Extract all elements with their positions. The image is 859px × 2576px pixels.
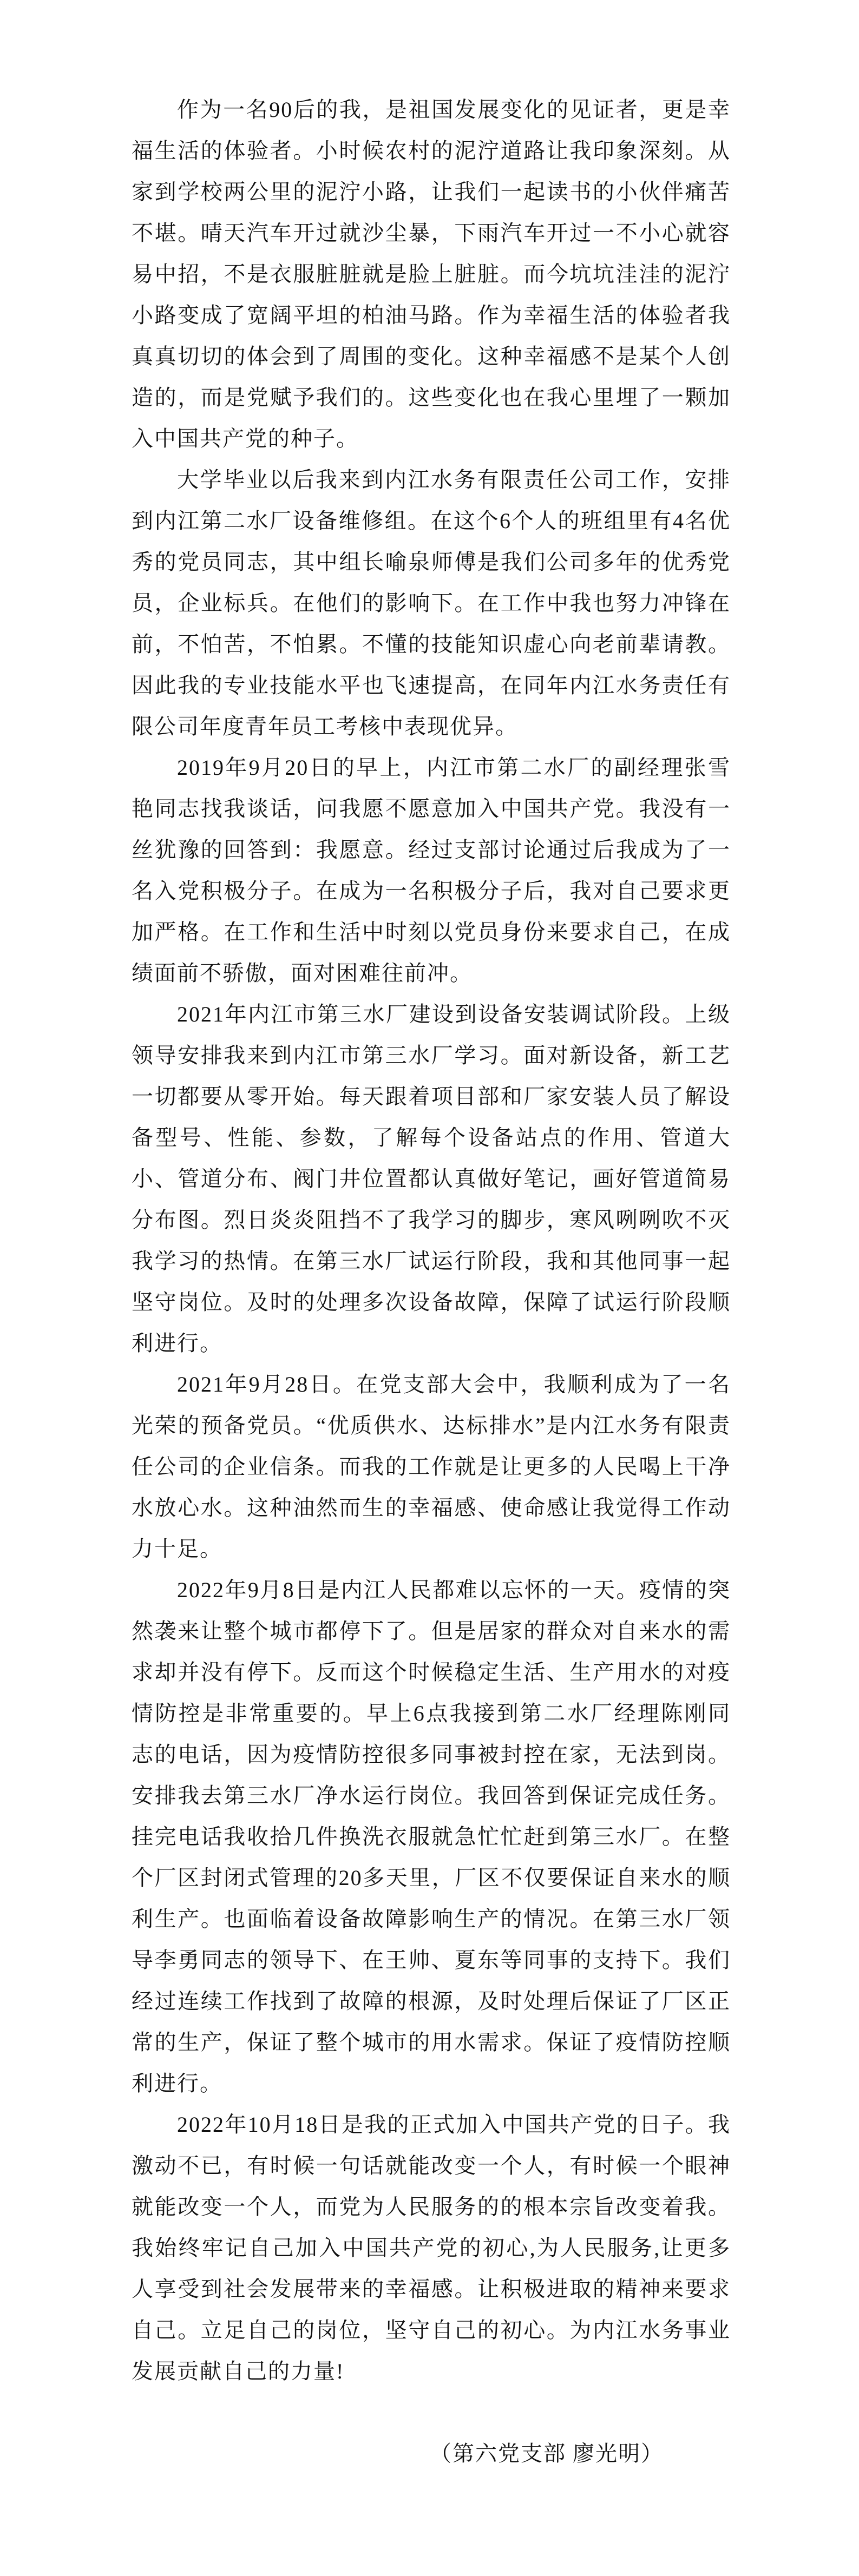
body-paragraph: 2022年9月8日是内江人民都难以忘怀的一天。疫情的突然袭来让整个城市都停下了。但是居家的群众对自来水的需求却并没有停下。反而这个时候稳定生活、生产用水的对疫情防控是非常重要的。早上6点我接到第二水厂经理陈刚同志的电话，因为疫情防控很多同事被封控在家，无法到岗。安排我去第三水厂净水运行岗位。我回答到保证完成任务。挂完电话我收拾几件换洗衣服就急忙忙赶到第三水厂。在整个厂区封闭式管理的20多天里，厂区不仅要保证自来水的顺利生产。也面临着设备故障影响生产的情况。在第三水厂领导李勇同志的领导下、在王帅、夏东等同事的支持下。我们经过连续工作找到了故障的根源，及时处理后保证了厂区正常的生产，保证了整个城市的用水需求。保证了疫情防控顺利进行。 [132,1578,731,2096]
signature-line: （第六党支部 廖光明） [430,2441,664,2466]
body-paragraph: 作为一名90后的我，是祖国发展变化的见证者，更是幸福生活的体验者。小时候农村的泥泞道路让我印象深刻。从家到学校两公里的泥泞小路，让我们一起读书的小伙伴痛苦不堪。晴天汽车开过就沙尘暴，下雨汽车开过一不小心就容易中招，不是衣服脏脏就是脸上脏脏。而今坑坑洼洼的泥泞小路变成了宽阔平坦的柏油马路。作为幸福生活的体验者我真真切切的体会到了周围的变化。这种幸福感不是某个人创造的，而是党赋予我们的。这些变化也在我心里埋了一颗加入中国共产党的种子。 [132,97,731,451]
body-paragraph: 2021年9月28日。在党支部大会中，我顺利成为了一名光荣的预备党员。“优质供水、达标排水”是内江水务有限责任公司的企业信条。而我的工作就是让更多的人民喝上干净水放心水。这种油然而生的幸福感、使命感让我觉得工作动力十足。 [132,1372,731,1561]
body-paragraph: 2022年10月18日是我的正式加入中国共产党的日子。我激动不已，有时候一句话就能改变一个人，有时候一个眼神就能改变一个人，而党为人民服务的的根本宗旨改变着我。我始终牢记自己加入中国共产党的初心,为人民服务,让更多人享受到社会发展带来的幸福感。让积极进取的精神来要求自己。立足自己的岗位，坚守自己的初心。为内江水务事业发展贡献自己的力量! [132,2112,731,2383]
body-paragraph: 2021年内江市第三水厂建设到设备安装调试阶段。上级领导安排我来到内江市第三水厂学习。面对新设备，新工艺一切都要从零开始。每天跟着项目部和厂家安装人员了解设备型号、性能、参数，了解每个设备站点的作用、管道大小、管道分布、阀门井位置都认真做好笔记，画好管道简易分布图。烈日炎炎阻挡不了我学习的脚步，寒风咧咧吹不灭我学习的热情。在第三水厂试运行阶段，我和其他同事一起坚守岗位。及时的处理多次设备故障，保障了试运行阶段顺利进行。 [132,1002,731,1355]
body-paragraph: 大学毕业以后我来到内江水务有限责任公司工作，安排到内江第二水厂设备维修组。在这个6个人的班组里有4名优秀的党员同志，其中组长喻泉师傅是我们公司多年的优秀党员，企业标兵。在他们的影响下。在工作中我也努力冲锋在前，不怕苦，不怕累。不懂的技能知识虚心向老前辈请教。因此我的专业技能水平也飞速提高，在同年内江水务责任有限公司年度青年员工考核中表现优异。 [132,467,731,739]
body-paragraph: 2019年9月20日的早上，内江市第二水厂的副经理张雪艳同志找我谈话，问我愿不愿意加入中国共产党。我没有一丝犹豫的回答到：我愿意。经过支部讨论通过后我成为了一名入党积极分子。在成为一名积极分子后，我对自己要求更加严格。在工作和生活中时刻以党员身份来要求自己，在成绩面前不骄傲，面对困难往前冲。 [132,755,731,985]
